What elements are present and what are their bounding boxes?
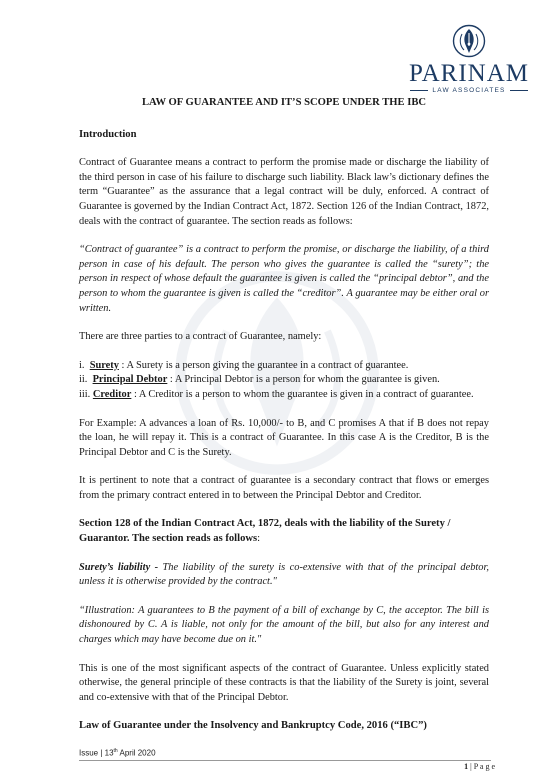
- parties-intro: There are three parties to a contract of Guarantee, namely:: [79, 331, 322, 343]
- parties-list: [79, 359, 489, 403]
- footer-divider: [79, 760, 491, 761]
- ibc-heading: Law of Guarantee under the Insolvency and Bankruptcy Code, 2016 (“IBC”): [79, 720, 427, 732]
- party-desc: : A Principal Debtor is a person for whom the guarantee is given.: [167, 374, 440, 386]
- brand-tagline: [404, 87, 534, 94]
- issue-sup: th: [113, 748, 118, 754]
- page-label: | P a g e: [468, 762, 495, 771]
- list-item: [79, 388, 489, 403]
- party-term-principal-debtor: Principal Debtor: [92, 374, 168, 386]
- page-number-value: 1: [464, 762, 469, 771]
- pen-nib-icon: [452, 24, 486, 58]
- pertinent-paragraph: It is pertinent to note that a contract of guarantee is a secondary contract that flows or emerges from the primary contract entered in to between the Principal Debtor and Creditor.: [79, 475, 489, 501]
- party-term-creditor: Creditor: [92, 388, 132, 400]
- tagline-rule-right: [510, 90, 528, 91]
- party-desc: : A Surety is a person giving the guarantee in a contract of guarantee.: [118, 359, 409, 371]
- list-number: i.: [79, 359, 85, 371]
- section128-heading: [79, 517, 489, 546]
- illustration-paragraph: “Illustration: A guarantees to B the payment of a bill of exchange by C, the acceptor. The bill is dishonoured by C. A is liable, not only for the amount of the bill, but also for any interest and charges which may have become due on it.": [79, 604, 489, 646]
- intro-paragraph: Contract of Guarantee means a contract to perform the promise made or discharge the liability of the third person in case of his failure to discharge such liability. Black law’s dictionary defines the term “Guarantee” as the assurance that a legal contract will be duly, enforced. A contract of Guarantee is governed by the Indian Contract Act, 1872. Section 126 of the Indian Contract, 1872, deals with the contract of guarantee. The section reads as follows:: [79, 157, 489, 227]
- firm-logo: [404, 24, 534, 94]
- significance-paragraph: This is one of the most significant aspects of the contract of Guarantee. Unless explicitly stated otherwise, the general principle of these contracts is that the liability of the Surety is joint, several and co-extensive with that of the Principal Debtor.: [79, 662, 489, 703]
- introduction-heading: Introduction: [79, 128, 137, 140]
- party-desc: : A Creditor is a person to whom the guarantee is given in a contract of guarantee.: [131, 388, 474, 400]
- section128-heading-text: Section 128 of the Indian Contract Act, 1872, deals with the liability of the Surety / Guarantor. The section reads as follows: [79, 518, 451, 545]
- brand-name: PARINAM: [408, 60, 529, 87]
- sureties-liability-text: The liability of the surety is co-extensive with that of the principal debtor, unless it is otherwise provided by the contract.": [79, 561, 489, 588]
- issue-suffix: April 2020: [117, 748, 156, 758]
- list-item: [79, 373, 489, 388]
- section128-colon: :: [257, 533, 261, 545]
- section126-quote: “Contract of guarantee” is a contract to perform the promise, or discharge the liability, of a third person in case of his default. The person who gives the guarantee is called the “surety”; the person in respect of whose default the guarantee is given is called the “principal debtor”, and the person to whom the guarantee is given is called the “creditor”. A guarantee may be either oral or written.: [79, 244, 489, 314]
- list-number: iii.: [79, 388, 91, 400]
- list-item: [79, 359, 489, 374]
- list-number: ii.: [79, 374, 88, 386]
- page-number: [464, 762, 495, 771]
- tagline-text: LAW ASSOCIATES: [432, 87, 506, 94]
- party-term-surety: Surety: [89, 359, 119, 371]
- issue-date: [79, 748, 156, 758]
- example-paragraph: For Example: A advances a loan of Rs. 10,000/- to B, and C promises A that if B does not repay the loan, he will repay it. This is a contract of Guarantee. In this case A is the Creditor, B is the Principal Debtor and C is the Surety.: [79, 417, 489, 458]
- document-body: [79, 96, 489, 748]
- sureties-liability-lead: Surety’s liability -: [79, 561, 159, 573]
- issue-prefix: Issue | 13: [79, 748, 114, 758]
- sureties-liability-paragraph: [79, 561, 489, 590]
- document-title: LAW OF GUARANTEE AND IT’S SCOPE UNDER THE IBC: [141, 97, 427, 108]
- tagline-rule-left: [410, 90, 428, 91]
